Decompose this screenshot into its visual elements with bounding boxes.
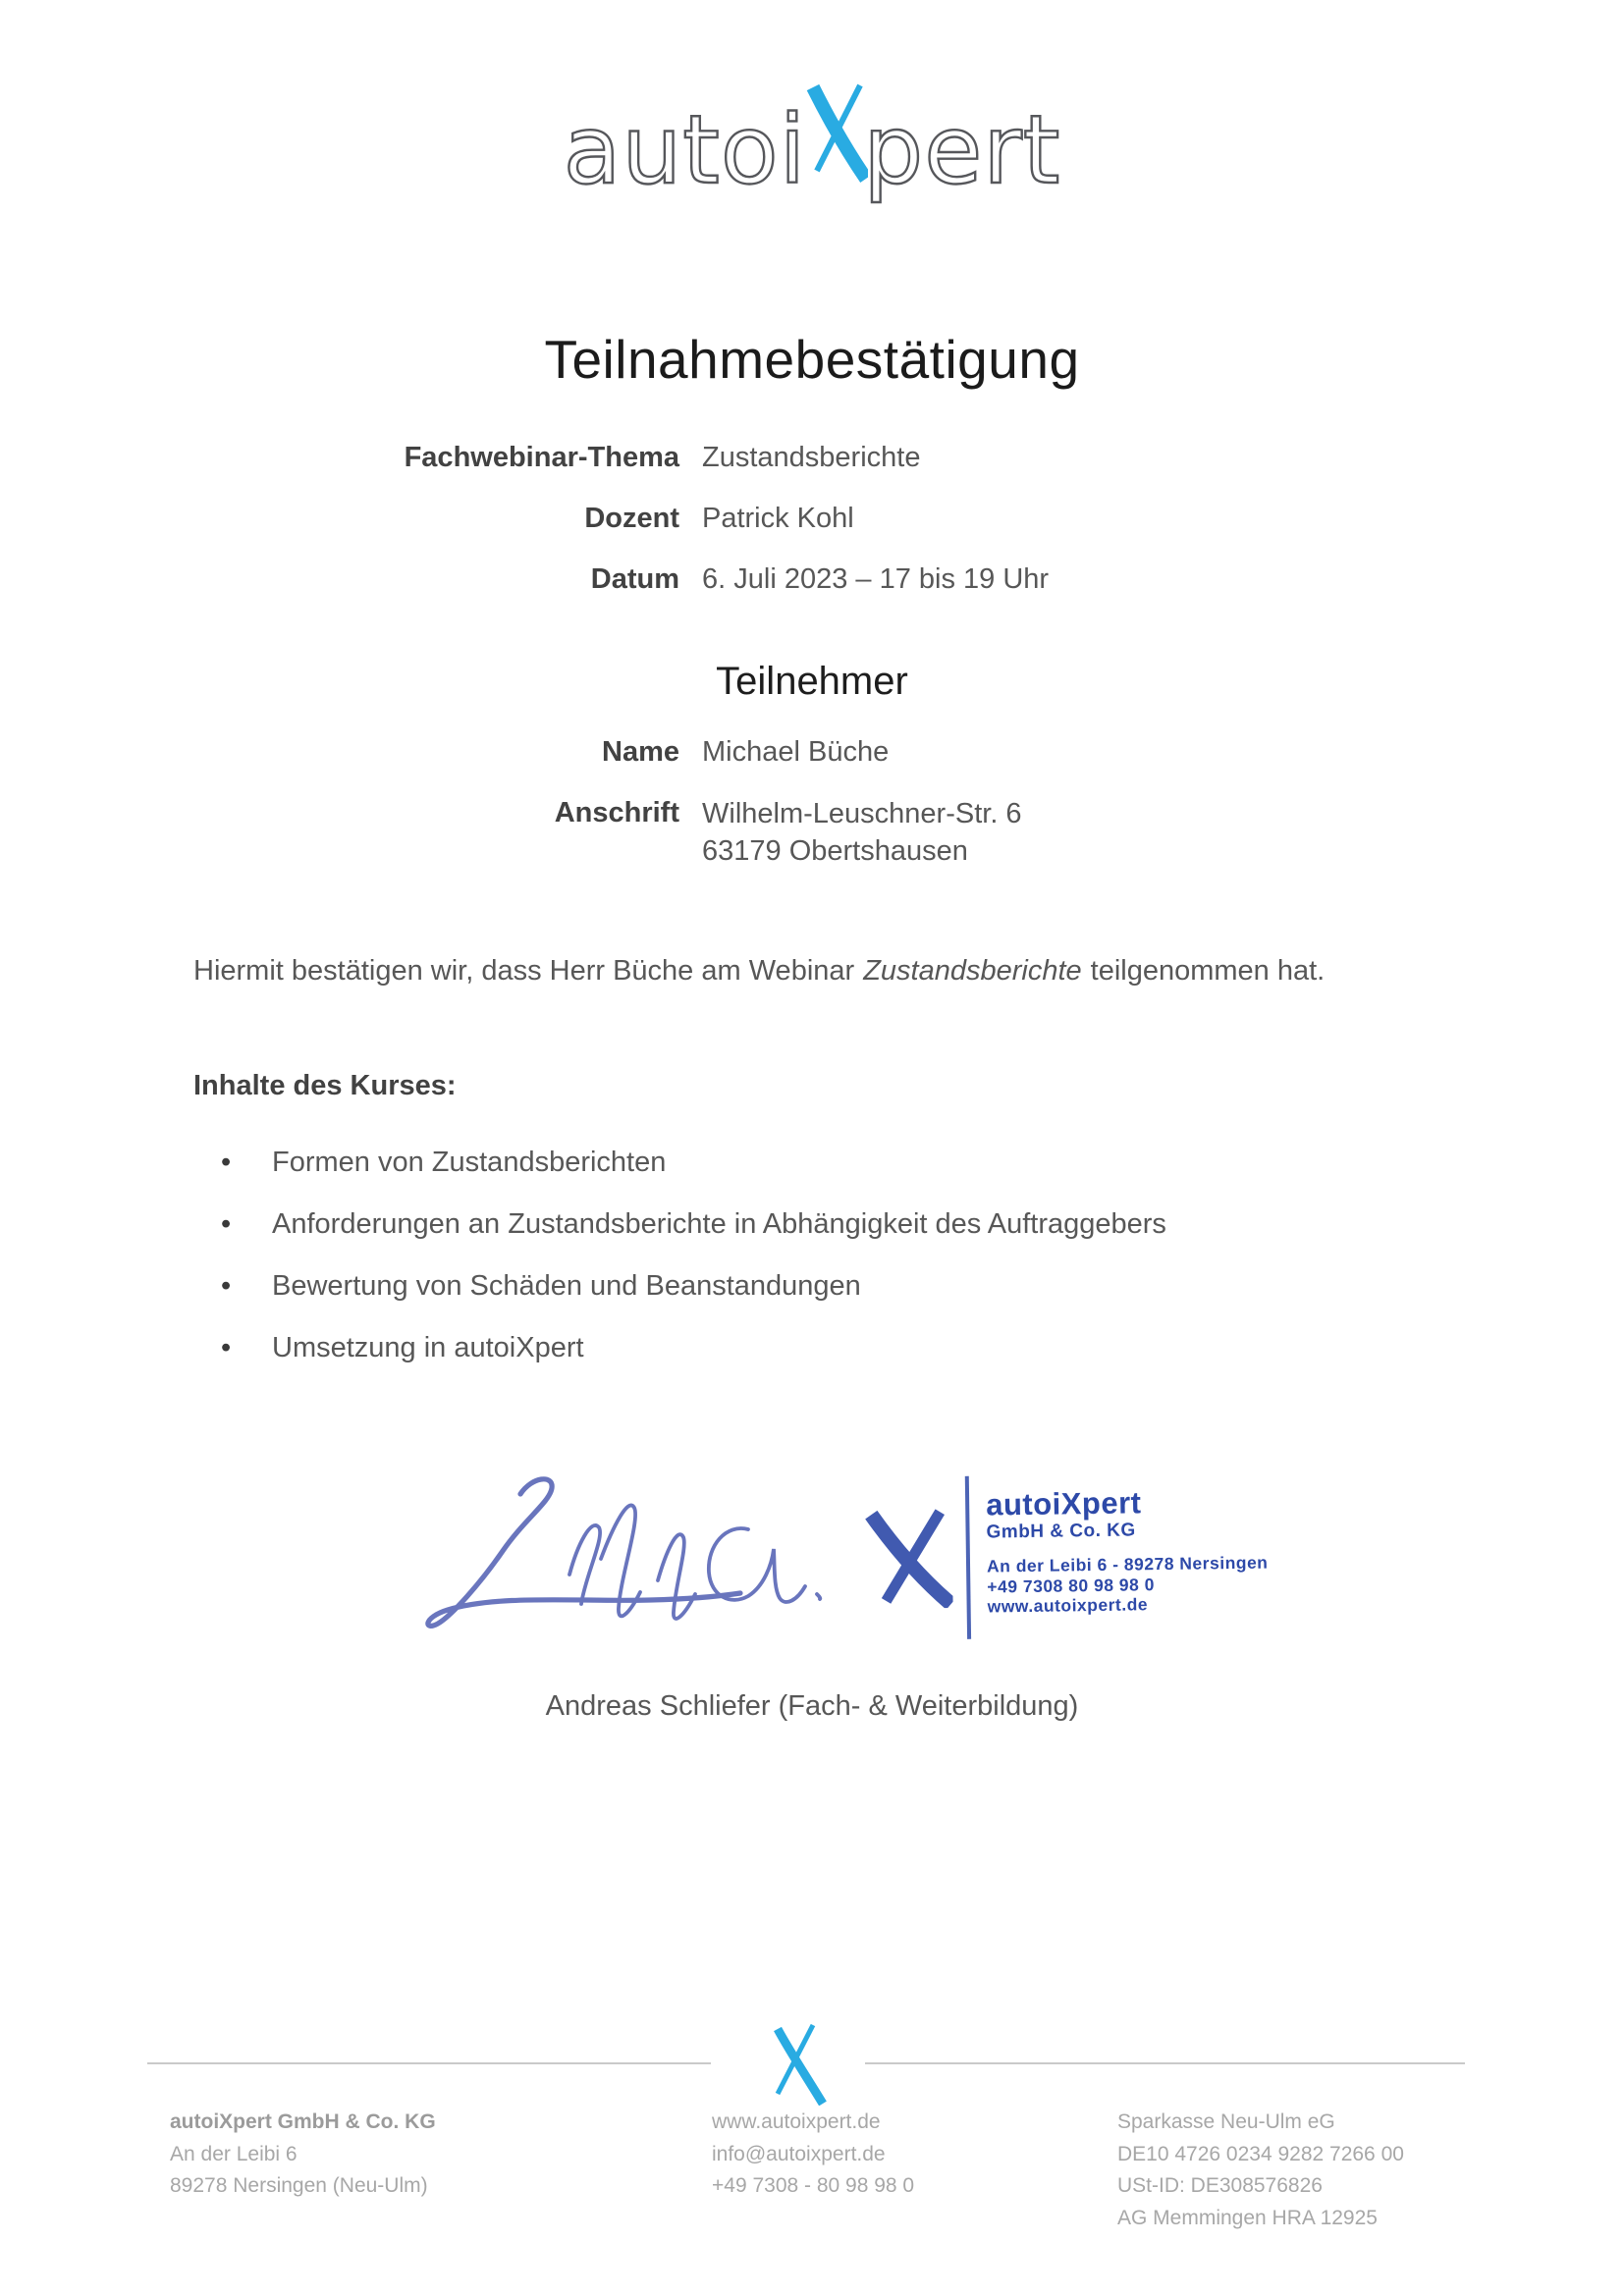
autoixpert-x-icon <box>803 82 868 183</box>
field-label: Datum <box>590 563 679 595</box>
address-line-2: 63179 Obertshausen <box>702 835 968 867</box>
stamp-legal-form: GmbH & Co. KG <box>986 1520 1136 1543</box>
list-item <box>0 1145 1624 1180</box>
stamp-text-block <box>986 1485 1269 1617</box>
field-label: Anschrift <box>554 797 679 828</box>
logo-text-prefix: autoi <box>563 95 807 205</box>
signature-caption: Andreas Schliefer (Fach- & Weiterbildung) <box>545 1690 1079 1722</box>
field-value: 6. Juli 2023 – 17 bis 19 Uhr <box>702 563 1050 595</box>
participant-fields <box>0 734 1624 895</box>
footer-register: AG Memmingen HRA 12925 <box>1117 2206 1378 2229</box>
footer-company-name: autoiXpert GmbH & Co. KG <box>170 2110 436 2133</box>
confirmation-text-after: teilgenommen hat. <box>1090 955 1326 987</box>
list-item <box>0 1268 1624 1304</box>
participant-heading: Teilnehmer <box>716 660 908 703</box>
field-row-anschrift <box>0 795 1624 870</box>
field-label: Dozent <box>584 503 679 534</box>
footer-divider-right <box>865 2062 1465 2064</box>
autoixpert-x-icon <box>765 2023 828 2106</box>
confirmation-text-before: Hiermit bestätigen wir, dass Herr Büche am Webinar <box>193 955 855 987</box>
footer-vat-id: USt-ID: DE308576826 <box>1117 2174 1323 2198</box>
bullet-icon: • <box>221 1208 232 1240</box>
stamp-address: An der Leibi 6 - 89278 Nersingen <box>986 1552 1269 1576</box>
course-contents-list <box>0 1145 1624 1392</box>
webinar-fields <box>0 440 1624 622</box>
address-line-1: Wilhelm-Leuschner-Str. 6 <box>702 798 1022 829</box>
footer-divider-left <box>147 2062 711 2064</box>
logo-text-suffix: pert <box>863 95 1061 205</box>
footer-legal-column <box>1117 2107 1404 2234</box>
list-item <box>0 1206 1624 1242</box>
field-row-datum <box>0 561 1624 597</box>
field-row-thema <box>0 440 1624 475</box>
handwritten-signature <box>405 1468 866 1665</box>
footer-website: www.autoixpert.de <box>712 2110 881 2133</box>
footer-company-column <box>170 2107 436 2203</box>
list-item-text: Umsetzung in autoiXpert <box>272 1332 584 1363</box>
bullet-icon: • <box>221 1147 232 1178</box>
page-title: Teilnahmebestätigung <box>544 329 1080 390</box>
footer-bank: Sparkasse Neu-Ulm eG <box>1117 2110 1335 2133</box>
list-item-text: Anforderungen an Zustandsberichte in Abhängigkeit des Auftraggebers <box>272 1208 1166 1240</box>
footer-company-street: An der Leibi 6 <box>170 2142 298 2165</box>
stamp-company-name: autoiXpert <box>985 1485 1142 1522</box>
stamp-x-icon <box>861 1508 952 1609</box>
footer-email: info@autoixpert.de <box>712 2142 886 2165</box>
stamp-website: www.autoixpert.de <box>987 1594 1149 1617</box>
list-item-text: Bewertung von Schäden und Beanstandungen <box>272 1270 861 1302</box>
stamp-phone: +49 7308 80 98 98 0 <box>987 1574 1156 1597</box>
field-value <box>702 795 1022 870</box>
field-label: Fachwebinar-Thema <box>404 442 679 473</box>
field-row-dozent <box>0 501 1624 536</box>
field-value: Michael Büche <box>702 736 890 768</box>
confirmation-webinar-name: Zustandsberichte <box>863 955 1082 987</box>
autoixpert-logo <box>0 82 1624 205</box>
field-value: Zustandsberichte <box>702 442 921 473</box>
footer-iban: DE10 4726 0234 9282 7266 00 <box>1117 2142 1404 2165</box>
field-label: Name <box>602 736 679 768</box>
field-row-name <box>0 734 1624 770</box>
stamp-divider-rule <box>965 1476 971 1639</box>
footer-phone: +49 7308 - 80 98 98 0 <box>712 2174 915 2198</box>
list-item <box>0 1330 1624 1365</box>
field-value: Patrick Kohl <box>702 503 854 534</box>
bullet-icon: • <box>221 1270 232 1302</box>
course-contents-heading: Inhalte des Kurses: <box>193 1070 457 1101</box>
footer-company-city: 89278 Nersingen (Neu-Ulm) <box>170 2174 428 2198</box>
bullet-icon: • <box>221 1332 232 1363</box>
company-stamp <box>858 1468 1332 1656</box>
footer-contact-column <box>712 2107 914 2203</box>
confirmation-paragraph <box>193 953 1477 988</box>
list-item-text: Formen von Zustandsberichten <box>272 1147 667 1178</box>
